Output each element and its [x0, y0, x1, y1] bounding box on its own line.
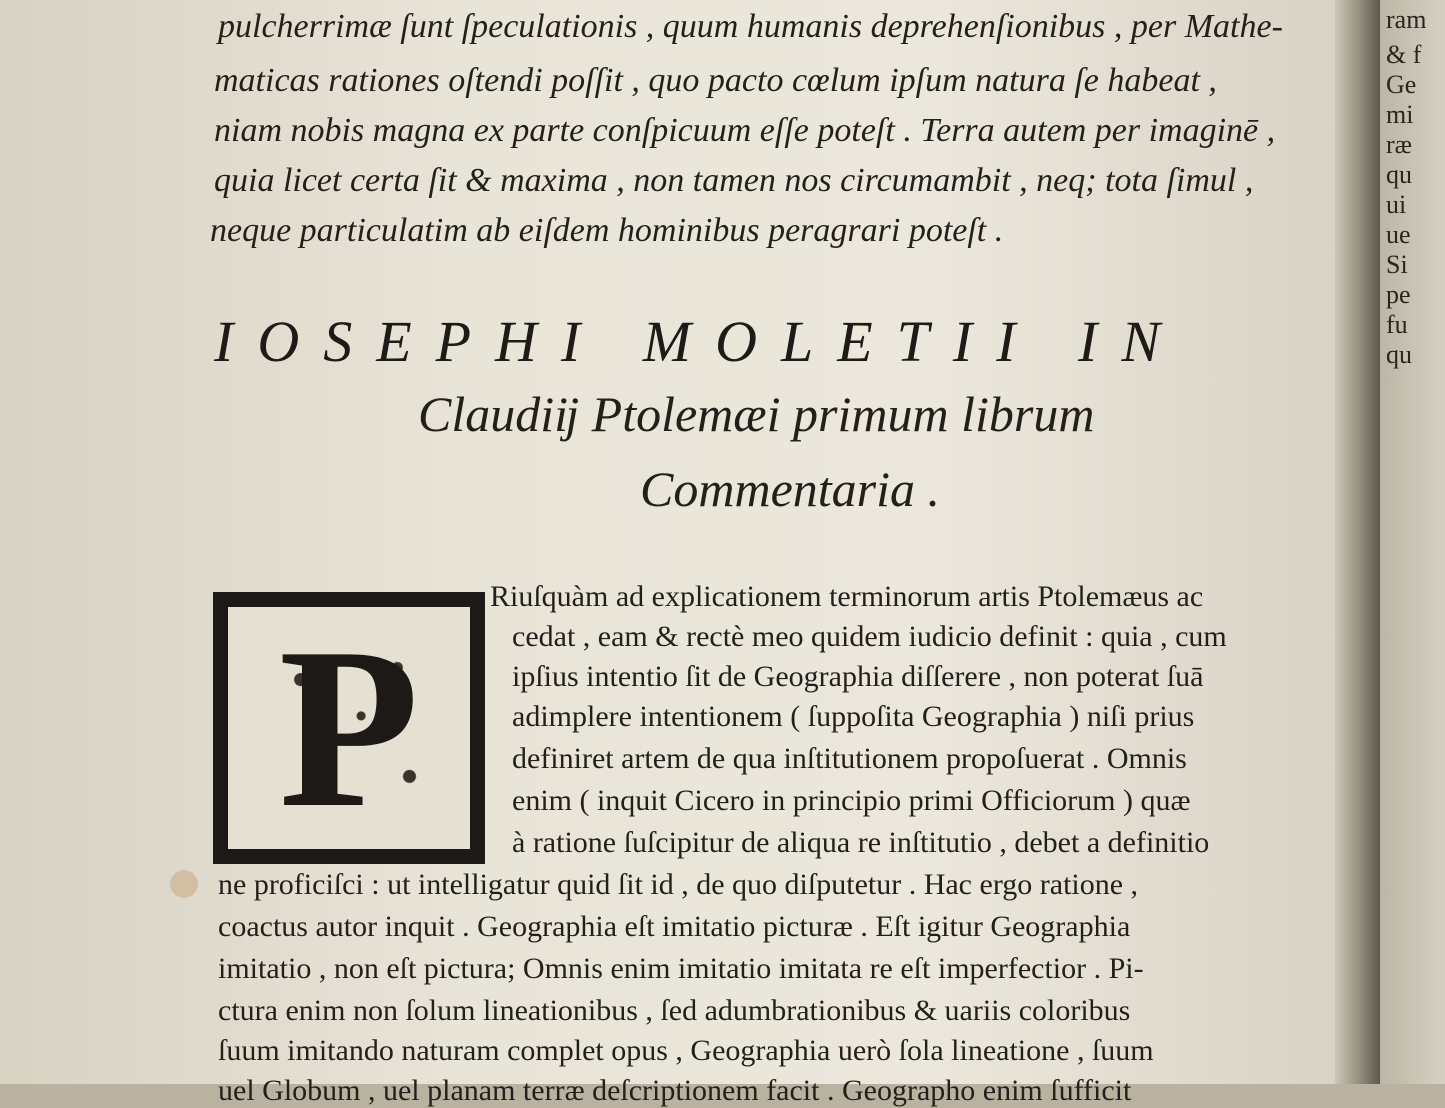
body-line-1: Riuſquàm ad explicationem terminorum artis Ptolemæus ac [490, 580, 1204, 613]
decorated-initial [213, 592, 485, 864]
paper-stain [170, 870, 198, 898]
facing-line-8: ue [1386, 220, 1411, 249]
facing-line-7: ui [1386, 190, 1407, 219]
facing-line-12: qu [1386, 340, 1412, 369]
body-line-2: cedat , eam & rectè meo quidem iudicio definit : quia , cum [512, 620, 1227, 653]
body-line-3: ipſius intentio ſit de Geographia diſſerere , non poterat ſuā [512, 660, 1204, 693]
book-gutter [1335, 0, 1380, 1084]
facing-line-1: ram [1386, 5, 1427, 34]
top-line-1: pulcherrimæ ſunt ſpeculationis , quum humanis deprehenſionibus , per Mathe- [218, 8, 1283, 45]
facing-line-3: Ge [1386, 70, 1417, 99]
body-line-8: ne proficiſci : ut intelligatur quid ſit id , de quo diſputetur . Hac ergo ratione , [218, 868, 1139, 901]
top-line-5: neque particulatim ab eiſdem hominibus peragrari poteſt . [210, 212, 1004, 249]
body-line-7: à ratione ſuſcipitur de aliqua re inſtitutio , debet a definitio [512, 826, 1210, 859]
body-line-6: enim ( inquit Cicero in principio primi Officiorum ) quæ [512, 784, 1191, 817]
body-line-12: ſuum imitando naturam complet opus , Geographia uerò ſola lineatione , ſuum [218, 1034, 1154, 1067]
top-line-3: niam nobis magna ex parte conſpicuum eſſe poteſt . Terra autem per imaginē , [214, 112, 1276, 149]
body-line-4: adimplere intentionem ( ſuppoſita Geographia ) niſi prius [512, 700, 1195, 733]
facing-page-edge [1380, 0, 1445, 1084]
initial-letter: P [278, 600, 420, 855]
facing-line-11: fu [1386, 310, 1408, 339]
initial-ornament [226, 600, 472, 855]
body-line-11: ctura enim non ſolum lineationibus , ſed adumbrationibus & uariis coloribus [218, 994, 1131, 1027]
chapter-subheading-1: Claudiĳ Ptolemæi primum librum [418, 386, 1095, 442]
facing-line-2: & f [1386, 40, 1422, 69]
top-line-4: quia licet certa ſit & maxima , non tamen nos circumambit , neq; tota ſimul , [214, 162, 1254, 199]
body-line-9: coactus autor inquit . Geographia eſt imitatio picturæ . Eſt igitur Geographia [218, 910, 1131, 943]
facing-line-10: pe [1386, 280, 1411, 309]
top-line-2: maticas rationes oſtendi poſſit , quo pacto cœlum ipſum natura ſe habeat , [214, 62, 1217, 99]
body-line-10: imitatio , non eſt pictura; Omnis enim imitatio imitata re eſt imperfectior . Pi- [218, 952, 1144, 985]
body-line-5: definiret artem de qua inſtitutionem propoſuerat . Omnis [512, 742, 1187, 775]
facing-line-9: Si [1386, 250, 1408, 279]
chapter-heading: IOSEPHI MOLETII IN [214, 309, 1185, 374]
facing-line-4: mi [1386, 100, 1414, 129]
facing-line-6: qu [1386, 160, 1412, 189]
chapter-subheading-2: Commentaria . [640, 461, 940, 517]
facing-line-5: ræ [1386, 130, 1412, 159]
body-line-13: uel Globum , uel planam terræ deſcriptionem facit . Geographo enim ſufficit [218, 1074, 1132, 1107]
